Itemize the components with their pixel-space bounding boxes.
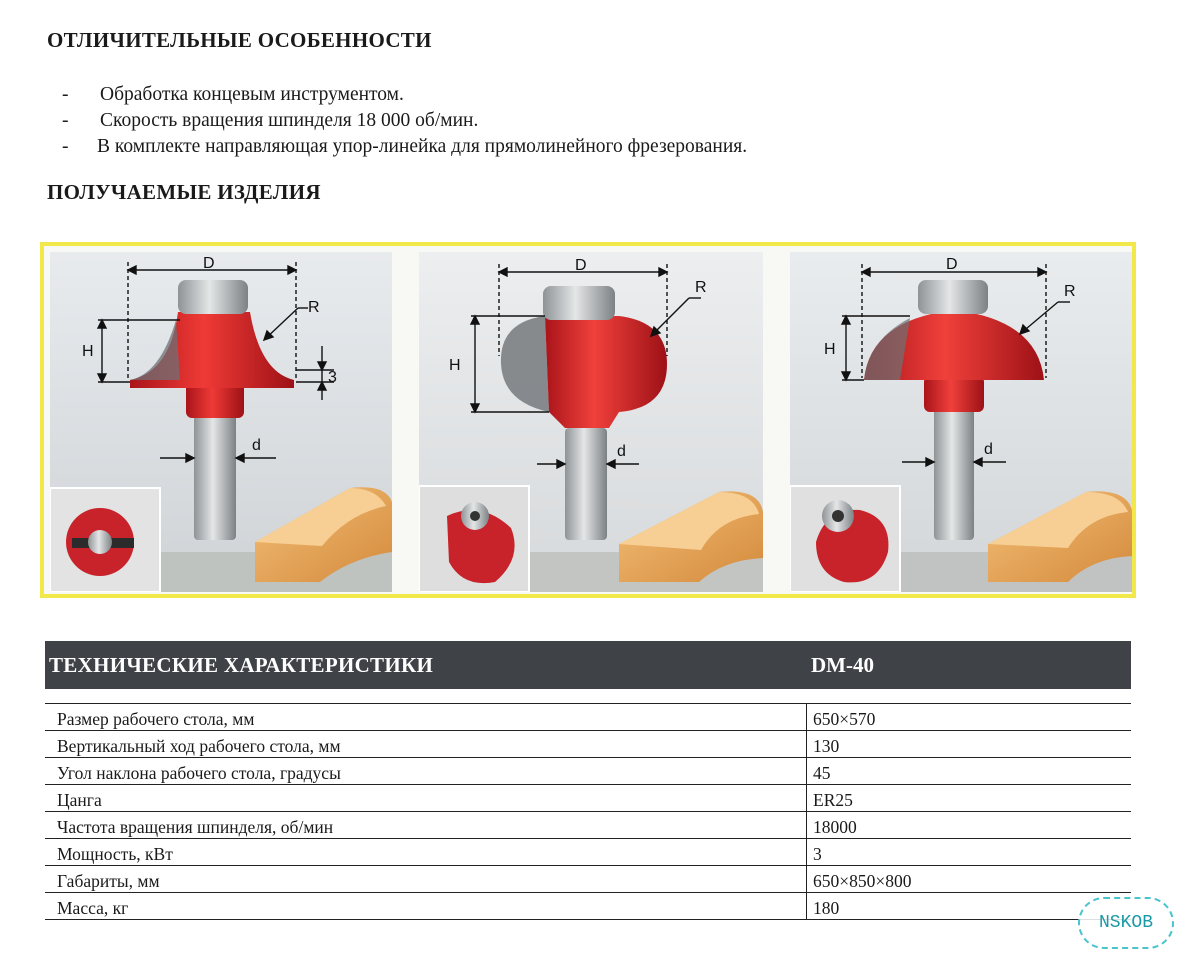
router-bit-diagram [419,252,763,592]
spec-value: 3 [807,839,1132,866]
dim-label-H: H [449,357,461,374]
table-row [45,758,1131,785]
bullet-dash: - [62,110,69,131]
table-row [45,893,1131,920]
spec-label: Габариты, мм [45,866,807,893]
table-row [45,704,1131,731]
spec-value: 180 [807,893,1132,920]
table-row [45,785,1131,812]
dim-label-D: D [575,257,587,274]
table-row [45,839,1131,866]
spec-label: Размер рабочего стола, мм [45,704,807,731]
table-row [45,731,1131,758]
specs-table [45,703,1131,920]
dim-label-3: 3 [328,369,337,386]
specs-header-bar [45,641,1131,689]
spec-value: ER25 [807,785,1132,812]
shank [565,428,607,540]
feature-text: Скорость вращения шпинделя 18 000 об/мин. [100,110,479,131]
router-bit-diagram [50,252,392,592]
dim-label-H: H [82,343,94,360]
bearing [918,280,988,314]
router-bit-diagram [790,252,1132,592]
dim-label-d: d [252,437,261,454]
watermark-stamp: NSKOB [1078,897,1174,949]
products-heading: ПОЛУЧАЕМЫЕ ИЗДЕЛИЯ [47,180,321,204]
spec-value: 18000 [807,812,1132,839]
dim-label-R: R [1064,283,1076,300]
shank [934,408,974,540]
bullet-dash: - [62,84,69,105]
router-bit-panel-rounding [50,252,392,592]
dim-label-H: H [824,341,836,358]
router-bit-panels [40,242,1136,598]
specs-title: ТЕХНИЧЕСКИЕ ХАРАКТЕРИСТИКИ [49,653,434,677]
table-row [45,866,1131,893]
bullet-dash: - [62,136,69,157]
dim-label-R: R [308,299,320,316]
spec-label: Частота вращения шпинделя, об/мин [45,812,807,839]
bearing [178,280,248,314]
spec-label: Масса, кг [45,893,807,920]
feature-text: В комплекте направляющая упор-линейка для прямолинейного фрезерования. [97,136,748,157]
spec-label: Цанга [45,785,807,812]
spec-label: Мощность, кВт [45,839,807,866]
features-heading: ОТЛИЧИТЕЛЬНЫЕ ОСОБЕННОСТИ [47,28,432,52]
dim-label-d: d [617,443,626,460]
spec-value: 45 [807,758,1132,785]
router-bit-panel-halfround [419,252,763,592]
shank [194,412,236,540]
router-bit-panel-cove [790,252,1132,592]
feature-text: Обработка концевым инструментом. [100,84,404,105]
dim-label-d: d [984,441,993,458]
spec-value: 650×850×800 [807,866,1132,893]
spec-label: Вертикальный ход рабочего стола, мм [45,731,807,758]
specs-model: DM-40 [811,653,874,677]
dim-label-D: D [203,255,215,272]
table-row [45,812,1131,839]
dim-label-D: D [946,256,958,273]
spec-label: Угол наклона рабочего стола, градусы [45,758,807,785]
bearing [543,286,615,320]
spec-value: 130 [807,731,1132,758]
spec-value: 650×570 [807,704,1132,731]
dim-label-R: R [695,279,707,296]
specs-section [45,641,1131,918]
